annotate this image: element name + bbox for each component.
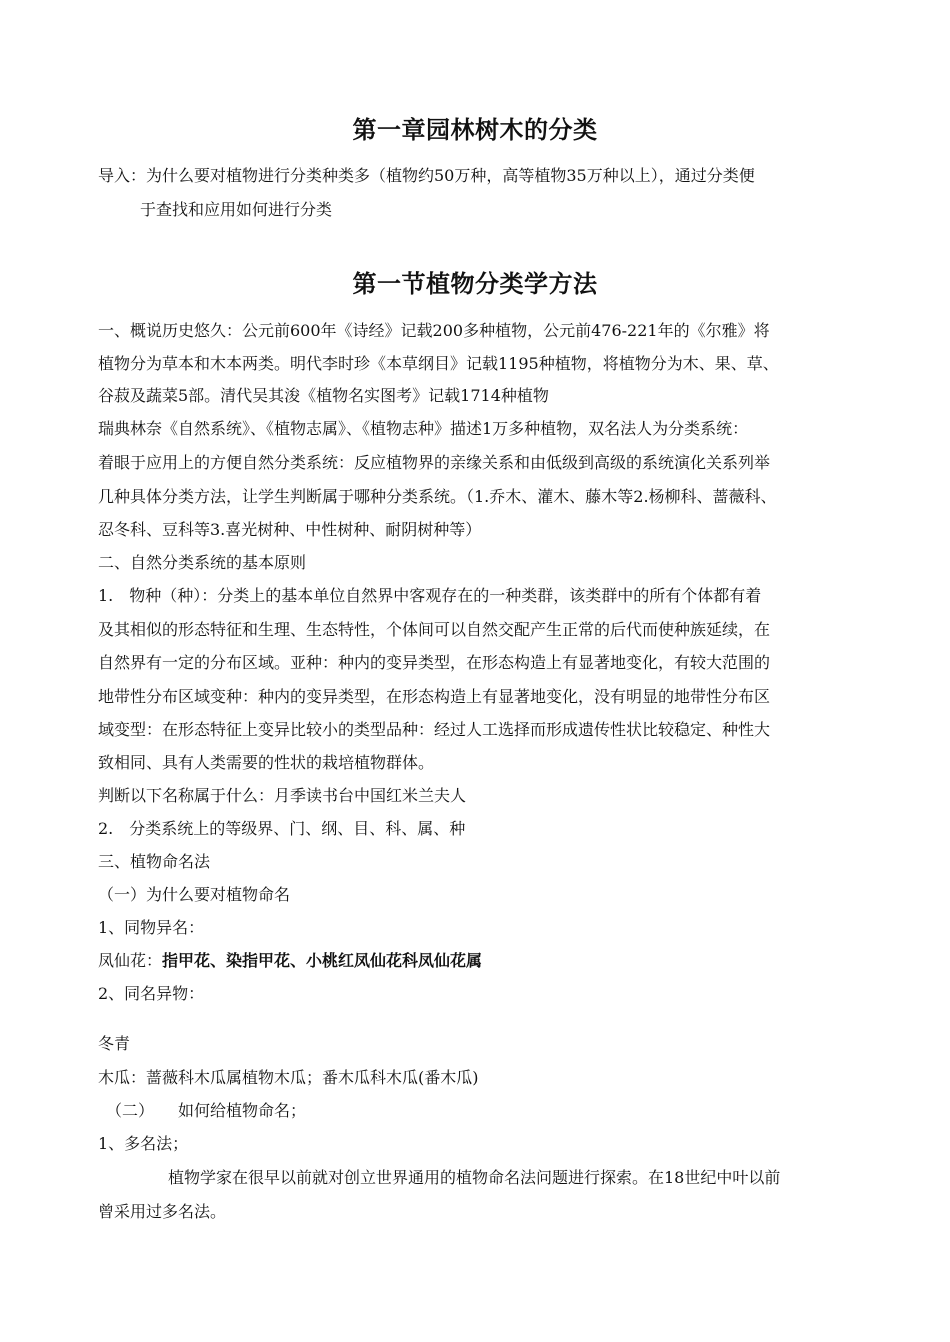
species-line-5: 域变型：在形态特征上变异比较小的类型品种：经过人工选择而形成遗传性状比较稳定、种性大 <box>98 720 771 739</box>
history-line-5: 着眼于应用上的方便自然分类系统：反应植物界的亲缘关系和由低级到高级的系统演化关系列举 <box>98 453 771 472</box>
polynomial-paragraph <box>98 1161 878 1229</box>
how-naming: （二） 如何给植物命名； <box>106 1101 307 1120</box>
dongqing-line: 冬青 <box>98 1034 131 1053</box>
species-line-3: 自然界有一定的分布区域。亚种：种内的变异类型，在形态构造上有显著地变化，有较大范围的 <box>98 653 771 672</box>
section-title: 第一节植物分类学方法 <box>352 270 598 298</box>
principles-heading: 二、自然分类系统的基本原则 <box>98 553 307 572</box>
naming-heading: 三、植物命名法 <box>98 852 211 871</box>
synonym-heading: 1、同物异名： <box>98 918 205 937</box>
history-line-4: 瑞典林奈《自然系统》、《植物志属》、《植物志种》描述1万多种植物，双名法人为分类系统： <box>98 419 749 438</box>
fengxian-line <box>98 944 898 978</box>
history-line-3: 谷菽及蔬菜5部。清代吴其浚《植物名实图考》记载1714种植物 <box>98 386 549 405</box>
fengxian-value: 指甲花、染指甲花、小桃红凤仙花科凤仙花属 <box>162 951 483 970</box>
homonym-heading: 2、同名异物： <box>98 984 205 1003</box>
chapter-title: 第一章园林树木的分类 <box>352 116 598 144</box>
history-line-7: 忍冬科、豆科等3.喜光树种、中性树种、耐阴树种等） <box>98 520 482 539</box>
why-naming: （一）为什么要对植物命名 <box>98 885 291 904</box>
history-line-6: 几种具体分类方法，让学生判断属于哪种分类系统。（1.乔木、灌木、藤木等2.杨柳科、蔷薇科、 <box>98 487 777 506</box>
intro-paragraph <box>98 159 878 227</box>
fengxian-label: 凤仙花： <box>98 951 163 970</box>
mugua-line: 木瓜：蔷薇科木瓜属植物木瓜；番木瓜科木瓜(番木瓜) <box>98 1068 479 1087</box>
intro-line-2: 于查找和应用如何进行分类 <box>140 200 333 219</box>
species-line-2: 及其相似的形态特征和生理、生态特性，个体间可以自然交配产生正常的后代而使种族延续，在 <box>98 620 771 639</box>
polynomial-line-2: 曾采用过多名法。 <box>98 1202 227 1221</box>
polynomial-line-1: 植物学家在很早以前就对创立世界通用的植物命名法问题进行探索。在18世纪中叶以前 <box>168 1168 781 1187</box>
polynomial-heading: 1、多名法； <box>98 1134 189 1153</box>
ranks-line: 2. 分类系统上的等级界、门、纲、目、科、属、种 <box>98 819 466 838</box>
history-line-1: 一、概说历史悠久：公元前600年《诗经》记载200多种植物，公元前476-221年的《尔雅》将 <box>98 321 770 340</box>
history-line-2: 植物分为草本和木本两类。明代李时珍《本草纲目》记载1195种植物，将植物分为木、果、草、 <box>98 354 779 373</box>
species-line-4: 地带性分布区域变种：种内的变异类型，在形态构造上有显著地变化，没有明显的地带性分布区 <box>98 687 771 706</box>
judge-line: 判断以下名称属于什么：月季读书台中国红米兰夫人 <box>98 786 467 805</box>
intro-line-1: 导入：为什么要对植物进行分类种类多（植物约50万种，高等植物35万种以上），通过分类便 <box>98 166 755 185</box>
species-line-6: 致相同、具有人类需要的性状的栽培植物群体。 <box>98 753 435 772</box>
species-line-1: 1. 物种（种）：分类上的基本单位自然界中客观存在的一种类群，该类群中的所有个体都有着 <box>98 586 762 605</box>
